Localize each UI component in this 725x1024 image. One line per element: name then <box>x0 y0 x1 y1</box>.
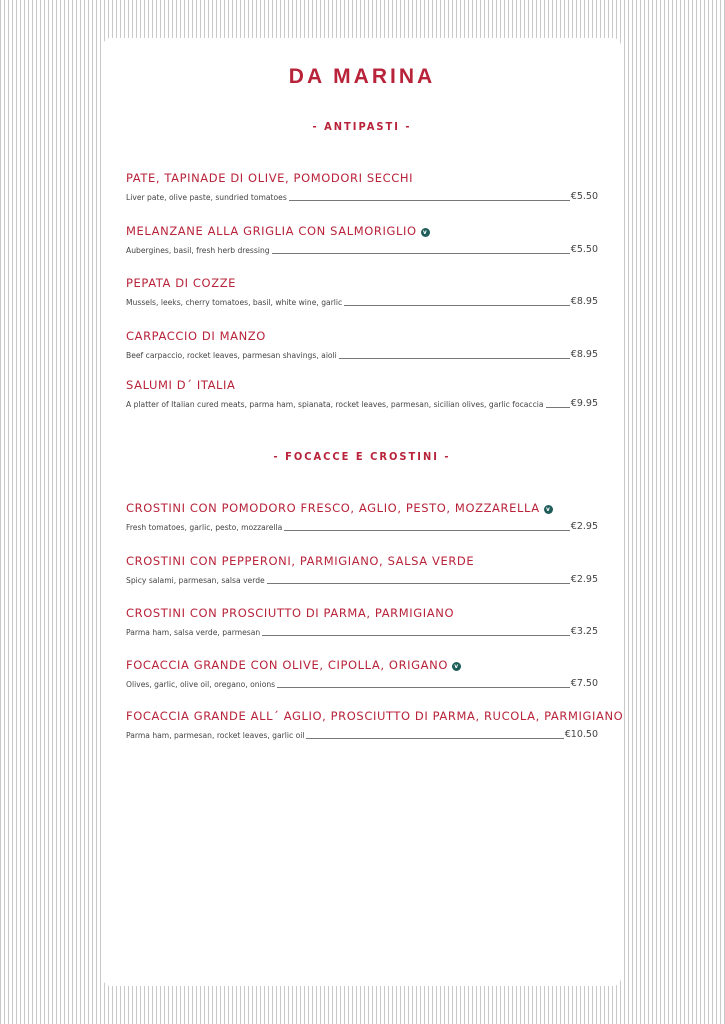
item-description: Mussels, leeks, cherry tomatoes, basil, white wine, garlic <box>126 298 343 307</box>
item-description: Aubergines, basil, fresh herb dressing <box>126 246 270 255</box>
item-price: €5.50 <box>570 244 598 255</box>
item-description: Fresh tomatoes, garlic, pesto, mozzarella <box>126 523 283 532</box>
item-name: PATE, TAPINADE DI OLIVE, POMODORI SECCHI <box>126 171 414 185</box>
item-name: FOCACCIA GRANDE CON OLIVE, CIPOLLA, ORIGANO <box>126 658 448 672</box>
vegetarian-icon: v <box>452 662 461 671</box>
dotted-leader <box>339 358 570 359</box>
dotted-leader <box>289 200 570 201</box>
item-description: Beef carpaccio, rocket leaves, parmesan shavings, aioli <box>126 351 337 360</box>
item-price: €10.50 <box>564 729 598 740</box>
item-price: €3.25 <box>570 626 598 637</box>
restaurant-logo <box>103 65 621 89</box>
item-description: Olives, garlic, olive oil, oregano, onions <box>126 680 276 689</box>
dotted-leader <box>262 635 570 636</box>
item-description: Liver pate, olive paste, sundried tomatoes <box>126 193 287 202</box>
dotted-leader <box>267 583 570 584</box>
dotted-leader <box>306 738 563 739</box>
dotted-leader <box>277 687 570 688</box>
item-price: €2.95 <box>570 521 598 532</box>
item-name: SALUMI D´ ITALIA <box>126 378 236 392</box>
restaurant-name: DA MARINA <box>288 65 436 88</box>
menu-item <box>126 224 598 256</box>
item-name: CARPACCIO DI MANZO <box>126 329 266 343</box>
item-name: FOCACCIA GRANDE ALL´ AGLIO, PROSCIUTTO DI PARMA, RUCOLA, PARMIGIANO <box>126 709 624 723</box>
item-description: A platter of Italian cured meats, parma ham, spianata, rocket leaves, parmesan, sicilian olives, garlic focaccia <box>126 400 544 409</box>
item-price: €7.50 <box>570 678 598 689</box>
item-description: Parma ham, salsa verde, parmesan <box>126 628 261 637</box>
vegetarian-icon: v <box>544 505 553 514</box>
item-price: €8.95 <box>570 296 598 307</box>
menu-item <box>126 501 598 533</box>
section-title-focacce-e-crostini: - FOCACCE E CROSTINI - <box>273 450 451 463</box>
menu-item <box>126 554 598 586</box>
menu-item <box>126 378 598 410</box>
menu-item <box>126 606 598 638</box>
menu-item <box>126 329 598 361</box>
item-name: MELANZANE ALLA GRIGLIA CON SALMORIGLIO <box>126 224 417 238</box>
dotted-leader <box>344 305 570 306</box>
item-price: €9.95 <box>570 398 598 409</box>
menu-item <box>126 276 598 308</box>
vegetarian-icon: v <box>421 228 430 237</box>
item-name: CROSTINI CON POMODORO FRESCO, AGLIO, PESTO, MOZZARELLA <box>126 501 540 515</box>
item-price: €2.95 <box>570 574 598 585</box>
item-price: €8.95 <box>570 349 598 360</box>
item-description: Spicy salami, parmesan, salsa verde <box>126 576 265 585</box>
item-price: €5.50 <box>570 191 598 202</box>
section-title-antipasti: - ANTIPASTI - <box>312 120 412 133</box>
dotted-leader <box>284 530 570 531</box>
item-name: CROSTINI CON PROSCIUTTO DI PARMA, PARMIGIANO <box>126 606 455 620</box>
menu-item <box>126 709 624 741</box>
dotted-leader <box>272 253 570 254</box>
menu-item <box>126 171 598 203</box>
item-description: Parma ham, parmesan, rocket leaves, garlic oil <box>126 731 305 740</box>
item-name: CROSTINI CON PEPPERONI, PARMIGIANO, SALSA VERDE <box>126 554 475 568</box>
menu-card <box>103 38 624 986</box>
dotted-leader <box>546 407 570 408</box>
item-name: PEPATA DI COZZE <box>126 276 237 290</box>
menu-item <box>126 658 598 690</box>
